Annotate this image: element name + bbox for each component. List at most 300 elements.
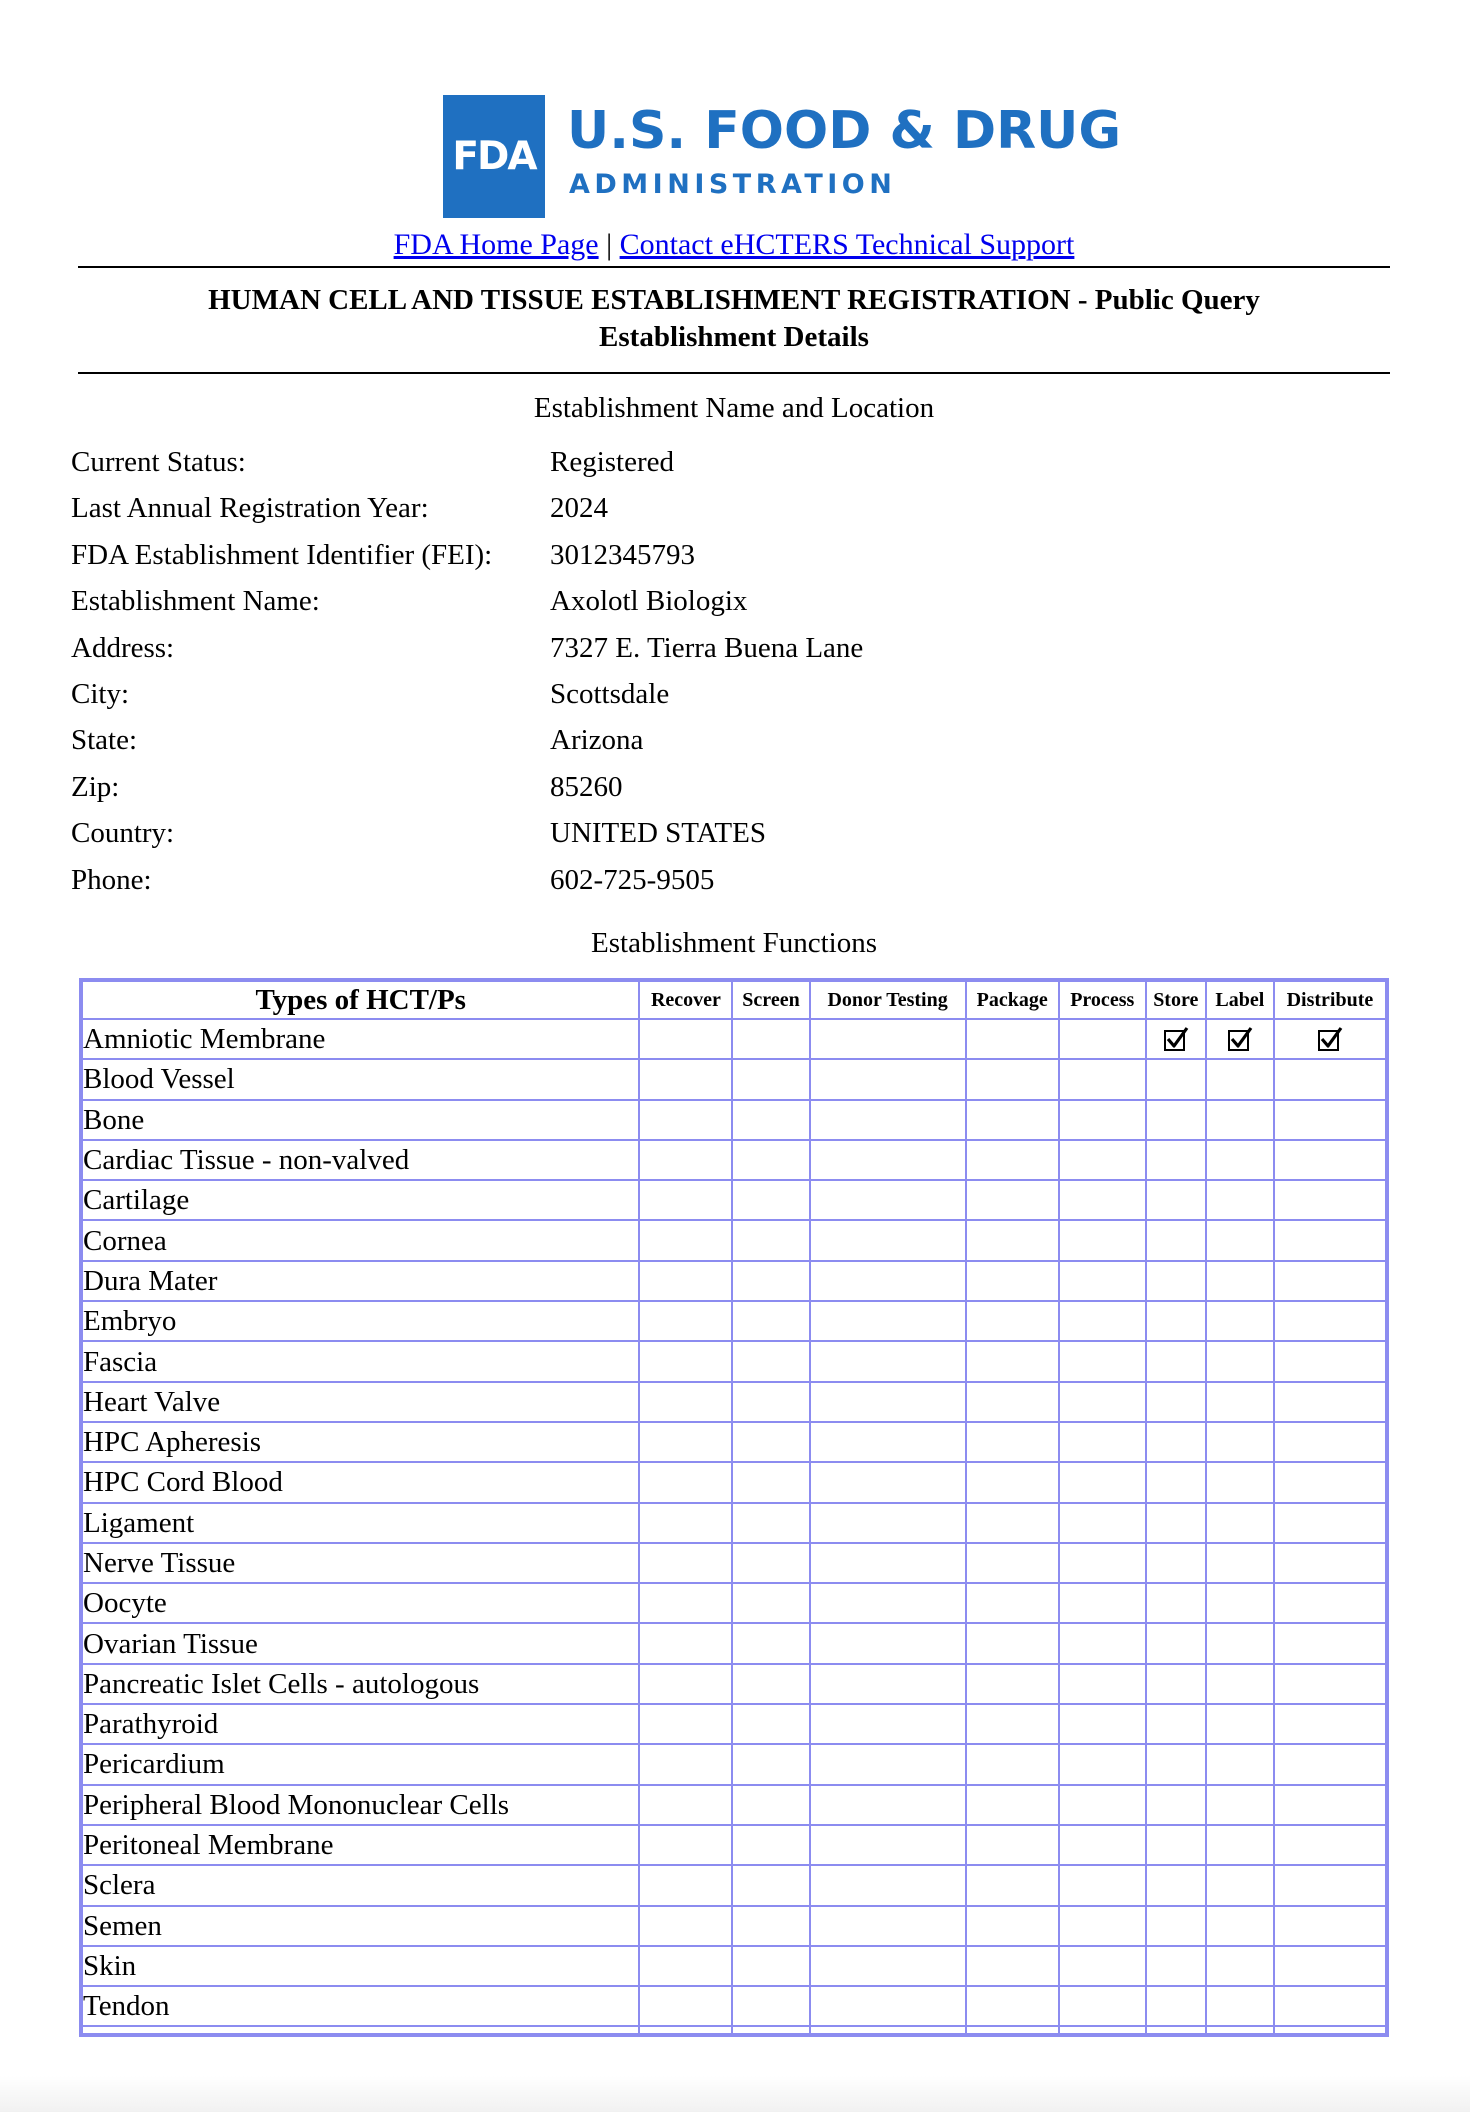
- function-cell: [811, 1786, 965, 1824]
- hctp-type-name: Oocyte: [83, 1584, 638, 1622]
- page-title-line1: HUMAN CELL AND TISSUE ESTABLISHMENT REGISTRATION - Public Query: [208, 284, 1260, 316]
- function-cell: [811, 1181, 965, 1219]
- function-cell: [733, 1302, 808, 1340]
- function-cell: [967, 1866, 1058, 1904]
- function-cell: [967, 1141, 1058, 1179]
- function-cell: [811, 1584, 965, 1622]
- detail-label: FDA Establishment Identifier (FEI):: [71, 538, 493, 571]
- table-row: [83, 1342, 1385, 1380]
- function-cell: [1207, 1665, 1273, 1703]
- column-header: Screen: [733, 982, 808, 1018]
- function-cell: [1207, 1826, 1273, 1864]
- function-cell: [640, 1423, 731, 1461]
- function-cell: [967, 1262, 1058, 1300]
- function-cell: [1275, 1262, 1385, 1300]
- table-row: [83, 1907, 1385, 1945]
- detail-value: Registered: [550, 446, 675, 478]
- function-cell: [1207, 1060, 1273, 1098]
- function-cell: [967, 1705, 1058, 1743]
- hctp-type-name: Nerve Tissue: [83, 1544, 638, 1582]
- function-cell: [1275, 1544, 1385, 1582]
- function-cell: [1275, 1020, 1385, 1058]
- function-cell: [967, 1181, 1058, 1219]
- function-cell: [1275, 1181, 1385, 1219]
- table-row: [83, 1221, 1385, 1259]
- detail-value: UNITED STATES: [550, 817, 766, 850]
- function-cell: [733, 1423, 808, 1461]
- function-cell: [1275, 1141, 1385, 1179]
- function-cell: [1147, 1020, 1205, 1058]
- function-cell: [733, 1060, 808, 1098]
- function-cell: [733, 1544, 808, 1582]
- function-cell: [1207, 1020, 1273, 1058]
- function-cell: [733, 1907, 808, 1945]
- function-cell: [1060, 1584, 1145, 1622]
- function-cell: [1275, 1463, 1385, 1501]
- function-cell: [1207, 1342, 1273, 1380]
- function-cell: [1147, 1987, 1205, 2025]
- hctp-type-name: HPC Cord Blood: [83, 1463, 638, 1501]
- function-cell: [1275, 1786, 1385, 1824]
- function-cell: [733, 1987, 808, 2025]
- hctp-type-name: Pericardium: [83, 1745, 638, 1783]
- function-cell: [967, 1826, 1058, 1864]
- hctp-type-name: Sclera: [83, 1866, 638, 1904]
- table-row: [83, 1101, 1385, 1139]
- function-cell: [1207, 1302, 1273, 1340]
- function-cell: [1060, 1504, 1145, 1542]
- function-cell: [1060, 1181, 1145, 1219]
- function-cell: [811, 1383, 965, 1421]
- function-cell: [640, 1907, 731, 1945]
- function-cell: [1275, 1060, 1385, 1098]
- table-row: [83, 1060, 1385, 1098]
- function-cell: [733, 1584, 808, 1622]
- function-cell: [1207, 1866, 1273, 1904]
- function-cell: [1275, 1665, 1385, 1703]
- detail-label: Establishment Name:: [71, 585, 320, 618]
- function-cell: [1147, 1383, 1205, 1421]
- function-cell: [967, 1342, 1058, 1380]
- function-cell: [1207, 1947, 1273, 1985]
- function-cell: [640, 1342, 731, 1380]
- detail-value: 3012345793: [550, 538, 695, 571]
- function-cell: [811, 1101, 965, 1139]
- function-cell: [811, 1141, 965, 1179]
- function-cell: [1060, 1463, 1145, 1501]
- hctp-type-name: Ovarian Tissue: [83, 1624, 638, 1662]
- function-cell: [1060, 1544, 1145, 1582]
- function-cell: [1275, 1866, 1385, 1904]
- function-cell: [1060, 1221, 1145, 1259]
- function-cell: [1207, 1987, 1273, 2025]
- function-cell: [1275, 1302, 1385, 1340]
- hctp-type-name: HPC Apheresis: [83, 1423, 638, 1461]
- column-header: Label: [1207, 982, 1273, 1018]
- function-cell: [1147, 1060, 1205, 1098]
- function-cell: [640, 1262, 731, 1300]
- function-cell: [1207, 1624, 1273, 1662]
- table-row: [83, 1302, 1385, 1340]
- function-cell: [733, 1221, 808, 1259]
- function-cell: [733, 1262, 808, 1300]
- hctp-type-name: Embryo: [83, 1302, 638, 1340]
- detail-value: 602-725-9505: [550, 863, 715, 896]
- hctp-type-name: Semen: [83, 1907, 638, 1945]
- header-divider-bottom: [78, 372, 1390, 374]
- table-row: [83, 1665, 1385, 1703]
- hctp-type-name: Bone: [83, 1101, 638, 1139]
- table-row: [83, 1987, 1385, 2025]
- function-cell: [967, 1504, 1058, 1542]
- table-row: [83, 1866, 1385, 1904]
- function-cell: [1275, 1624, 1385, 1662]
- contact-support-link[interactable]: Contact eHCTERS Technical Support: [619, 228, 1075, 261]
- function-cell: [1147, 1584, 1205, 1622]
- function-cell: [1060, 1624, 1145, 1662]
- empty-cell: [640, 2027, 731, 2033]
- function-cell: [1207, 1101, 1273, 1139]
- column-header: Distribute: [1275, 982, 1385, 1018]
- table-row: [83, 1463, 1385, 1501]
- function-cell: [1147, 1101, 1205, 1139]
- function-cell: [1207, 1584, 1273, 1622]
- link-separator: |: [606, 228, 613, 261]
- function-cell: [1275, 1584, 1385, 1622]
- function-cell: [811, 1020, 965, 1058]
- empty-cell: [83, 2027, 638, 2033]
- logo-wordmark-line2: ADMINISTRATION: [569, 169, 897, 200]
- column-header: Donor Testing: [811, 982, 965, 1018]
- function-cell: [1147, 1665, 1205, 1703]
- function-cell: [1207, 1907, 1273, 1945]
- function-cell: [1275, 1342, 1385, 1380]
- function-cell: [1147, 1262, 1205, 1300]
- function-cell: [1147, 1504, 1205, 1542]
- column-header: Process: [1060, 982, 1145, 1018]
- function-cell: [640, 1544, 731, 1582]
- function-cell: [1207, 1423, 1273, 1461]
- function-cell: [640, 1463, 731, 1501]
- function-cell: [1147, 1302, 1205, 1340]
- table-row: [83, 1826, 1385, 1864]
- hctp-type-name: Cornea: [83, 1221, 638, 1259]
- detail-value: 2024: [550, 492, 608, 525]
- function-cell: [1207, 1383, 1273, 1421]
- function-cell: [1275, 1705, 1385, 1743]
- function-cell: [1275, 1947, 1385, 1985]
- function-cell: [967, 1020, 1058, 1058]
- function-cell: [811, 1866, 965, 1904]
- function-cell: [1207, 1463, 1273, 1501]
- function-cell: [967, 1383, 1058, 1421]
- function-cell: [967, 1101, 1058, 1139]
- function-cell: [967, 1544, 1058, 1582]
- function-cell: [1207, 1544, 1273, 1582]
- function-cell: [811, 1463, 965, 1501]
- detail-value: Arizona: [550, 724, 644, 757]
- function-cell: [640, 1665, 731, 1703]
- function-cell: [1060, 1866, 1145, 1904]
- function-cell: [967, 1987, 1058, 2025]
- function-cell: [1207, 1786, 1273, 1824]
- table-row: [83, 1624, 1385, 1662]
- table-row-partial: [83, 2027, 1385, 2033]
- detail-label: Last Annual Registration Year:: [71, 492, 429, 525]
- function-cell: [733, 1383, 808, 1421]
- function-cell: [1207, 1262, 1273, 1300]
- hctp-type-name: Amniotic Membrane: [83, 1020, 638, 1058]
- function-cell: [811, 1342, 965, 1380]
- function-cell: [1147, 1624, 1205, 1662]
- function-cell: [811, 1907, 965, 1945]
- function-cell: [1060, 1383, 1145, 1421]
- function-cell: [967, 1745, 1058, 1783]
- empty-cell: [1147, 2027, 1205, 2033]
- function-cell: [1147, 1544, 1205, 1582]
- function-cell: [1207, 1181, 1273, 1219]
- function-cell: [967, 1665, 1058, 1703]
- function-cell: [640, 1181, 731, 1219]
- top-links: [78, 228, 1390, 262]
- function-cell: [1060, 1786, 1145, 1824]
- function-cell: [967, 1463, 1058, 1501]
- function-cell: [640, 1987, 731, 2025]
- function-cell: [640, 1101, 731, 1139]
- table-row: [83, 1262, 1385, 1300]
- function-cell: [967, 1423, 1058, 1461]
- functions-heading: Establishment Functions: [591, 927, 877, 959]
- function-cell: [811, 1221, 965, 1259]
- column-header: Recover: [640, 982, 731, 1018]
- function-cell: [733, 1866, 808, 1904]
- function-cell: [733, 1504, 808, 1542]
- function-cell: [733, 1786, 808, 1824]
- function-cell: [1275, 1504, 1385, 1542]
- empty-cell: [1207, 2027, 1273, 2033]
- function-cell: [733, 1141, 808, 1179]
- empty-cell: [967, 2027, 1058, 2033]
- hctp-type-name: Peritoneal Membrane: [83, 1826, 638, 1864]
- hctp-type-name: Pancreatic Islet Cells - autologous: [83, 1665, 638, 1703]
- function-cell: [1060, 1302, 1145, 1340]
- function-cell: [1207, 1221, 1273, 1259]
- function-cell: [1147, 1181, 1205, 1219]
- function-cell: [1147, 1826, 1205, 1864]
- function-cell: [1147, 1866, 1205, 1904]
- function-cell: [967, 1624, 1058, 1662]
- hctp-type-name: Dura Mater: [83, 1262, 638, 1300]
- function-cell: [640, 1383, 731, 1421]
- function-cell: [1060, 1020, 1145, 1058]
- table-row: [83, 1544, 1385, 1582]
- header-divider-top: [78, 266, 1390, 268]
- function-cell: [967, 1907, 1058, 1945]
- checkmark-icon: [1317, 1026, 1343, 1052]
- function-cell: [640, 1786, 731, 1824]
- table-row: [83, 1181, 1385, 1219]
- column-header-types: Types of HCT/Ps: [83, 982, 638, 1018]
- table-row: [83, 1705, 1385, 1743]
- hctp-type-name: Ligament: [83, 1504, 638, 1542]
- column-header: Package: [967, 982, 1058, 1018]
- table-row: [83, 1947, 1385, 1985]
- table-body: [83, 1020, 1385, 2033]
- function-cell: [1147, 1221, 1205, 1259]
- table-header-row: [83, 982, 1385, 1018]
- hctp-type-name: Parathyroid: [83, 1705, 638, 1743]
- function-cell: [1275, 1745, 1385, 1783]
- function-cell: [967, 1302, 1058, 1340]
- fda-logo-mark: FDA: [443, 95, 545, 218]
- checkmark-icon: [1227, 1026, 1253, 1052]
- function-cell: [1207, 1141, 1273, 1179]
- empty-cell: [1060, 2027, 1145, 2033]
- function-cell: [967, 1221, 1058, 1259]
- function-cell: [733, 1745, 808, 1783]
- function-cell: [811, 1947, 965, 1985]
- function-cell: [1147, 1463, 1205, 1501]
- function-cell: [811, 1624, 965, 1662]
- function-cell: [1060, 1665, 1145, 1703]
- function-cell: [967, 1786, 1058, 1824]
- hctp-type-name: Blood Vessel: [83, 1060, 638, 1098]
- function-cell: [733, 1705, 808, 1743]
- function-cell: [811, 1826, 965, 1864]
- function-cell: [1060, 1987, 1145, 2025]
- function-cell: [1060, 1101, 1145, 1139]
- page-title: [78, 282, 1390, 356]
- hctp-type-name: Cardiac Tissue - non-valved: [83, 1141, 638, 1179]
- function-cell: [811, 1665, 965, 1703]
- hctp-type-name: Fascia: [83, 1342, 638, 1380]
- function-cell: [640, 1826, 731, 1864]
- hctp-type-name: Peripheral Blood Mononuclear Cells: [83, 1786, 638, 1824]
- function-cell: [811, 1987, 965, 2025]
- function-cell: [1060, 1423, 1145, 1461]
- function-cell: [640, 1221, 731, 1259]
- table-row: [83, 1786, 1385, 1824]
- table-row: [83, 1584, 1385, 1622]
- function-cell: [640, 1141, 731, 1179]
- window-bottom-edge: [0, 2076, 1470, 2112]
- function-cell: [1147, 1141, 1205, 1179]
- column-header: Store: [1147, 982, 1205, 1018]
- function-cell: [1147, 1907, 1205, 1945]
- logo-wordmark-line1: U.S. FOOD & DRUG: [567, 101, 1122, 161]
- function-cell: [811, 1504, 965, 1542]
- detail-value: 7327 E. Tierra Buena Lane: [550, 631, 864, 664]
- hctp-type-name: Skin: [83, 1947, 638, 1985]
- function-cell: [640, 1624, 731, 1662]
- function-cell: [1147, 1745, 1205, 1783]
- checkmark-icon: [1163, 1026, 1189, 1052]
- function-cell: [1060, 1826, 1145, 1864]
- function-cell: [1275, 1987, 1385, 2025]
- function-cell: [640, 1705, 731, 1743]
- function-cell: [733, 1181, 808, 1219]
- function-cell: [811, 1302, 965, 1340]
- function-cell: [1060, 1342, 1145, 1380]
- table-row: [83, 1423, 1385, 1461]
- function-cell: [1147, 1342, 1205, 1380]
- function-cell: [1207, 1705, 1273, 1743]
- function-cell: [640, 1060, 731, 1098]
- table-row: [83, 1141, 1385, 1179]
- function-cell: [1060, 1060, 1145, 1098]
- table-row: [83, 1020, 1385, 1058]
- detail-label: Phone:: [71, 863, 152, 896]
- hctp-type-name: Tendon: [83, 1987, 638, 2025]
- detail-value: Axolotl Biologix: [550, 585, 748, 618]
- function-cell: [1147, 1947, 1205, 1985]
- detail-label: City:: [71, 677, 130, 710]
- function-cell: [811, 1705, 965, 1743]
- detail-value: Scottsdale: [550, 677, 670, 710]
- function-cell: [1275, 1221, 1385, 1259]
- table-row: [83, 1745, 1385, 1783]
- function-cell: [640, 1866, 731, 1904]
- detail-label: Zip:: [71, 770, 120, 803]
- fda-home-link[interactable]: FDA Home Page: [393, 228, 599, 261]
- function-cell: [640, 1584, 731, 1622]
- function-cell: [1147, 1705, 1205, 1743]
- function-cell: [1275, 1826, 1385, 1864]
- empty-cell: [1275, 2027, 1385, 2033]
- function-cell: [1060, 1907, 1145, 1945]
- function-cell: [1207, 1504, 1273, 1542]
- function-cell: [967, 1947, 1058, 1985]
- detail-value: 85260: [550, 770, 623, 803]
- empty-cell: [811, 2027, 965, 2033]
- function-cell: [733, 1101, 808, 1139]
- function-cell: [811, 1544, 965, 1582]
- detail-label: Current Status:: [71, 446, 246, 478]
- function-cell: [1060, 1745, 1145, 1783]
- fda-logo: [443, 95, 1122, 219]
- function-cell: [640, 1504, 731, 1542]
- page-title-line2: Establishment Details: [599, 321, 869, 353]
- function-cell: [733, 1624, 808, 1662]
- function-cell: [733, 1826, 808, 1864]
- function-cell: [1275, 1101, 1385, 1139]
- detail-label: Country:: [71, 817, 175, 850]
- function-cell: [967, 1584, 1058, 1622]
- function-cell: [640, 1302, 731, 1340]
- function-cell: [1060, 1262, 1145, 1300]
- function-cell: [733, 1342, 808, 1380]
- function-cell: [640, 1947, 731, 1985]
- function-cell: [967, 1060, 1058, 1098]
- function-cell: [733, 1947, 808, 1985]
- function-cell: [640, 1020, 731, 1058]
- hctp-type-name: Heart Valve: [83, 1383, 638, 1421]
- function-cell: [640, 1745, 731, 1783]
- location-heading: Establishment Name and Location: [533, 392, 935, 424]
- function-cell: [1275, 1907, 1385, 1945]
- empty-cell: [733, 2027, 808, 2033]
- hctp-type-name: Cartilage: [83, 1181, 638, 1219]
- function-cell: [811, 1060, 965, 1098]
- function-cell: [811, 1745, 965, 1783]
- function-cell: [1060, 1141, 1145, 1179]
- function-cell: [1207, 1745, 1273, 1783]
- function-cell: [811, 1423, 965, 1461]
- detail-label: Address:: [71, 631, 175, 664]
- functions-table: [79, 978, 1389, 2037]
- function-cell: [1147, 1423, 1205, 1461]
- function-cell: [1275, 1423, 1385, 1461]
